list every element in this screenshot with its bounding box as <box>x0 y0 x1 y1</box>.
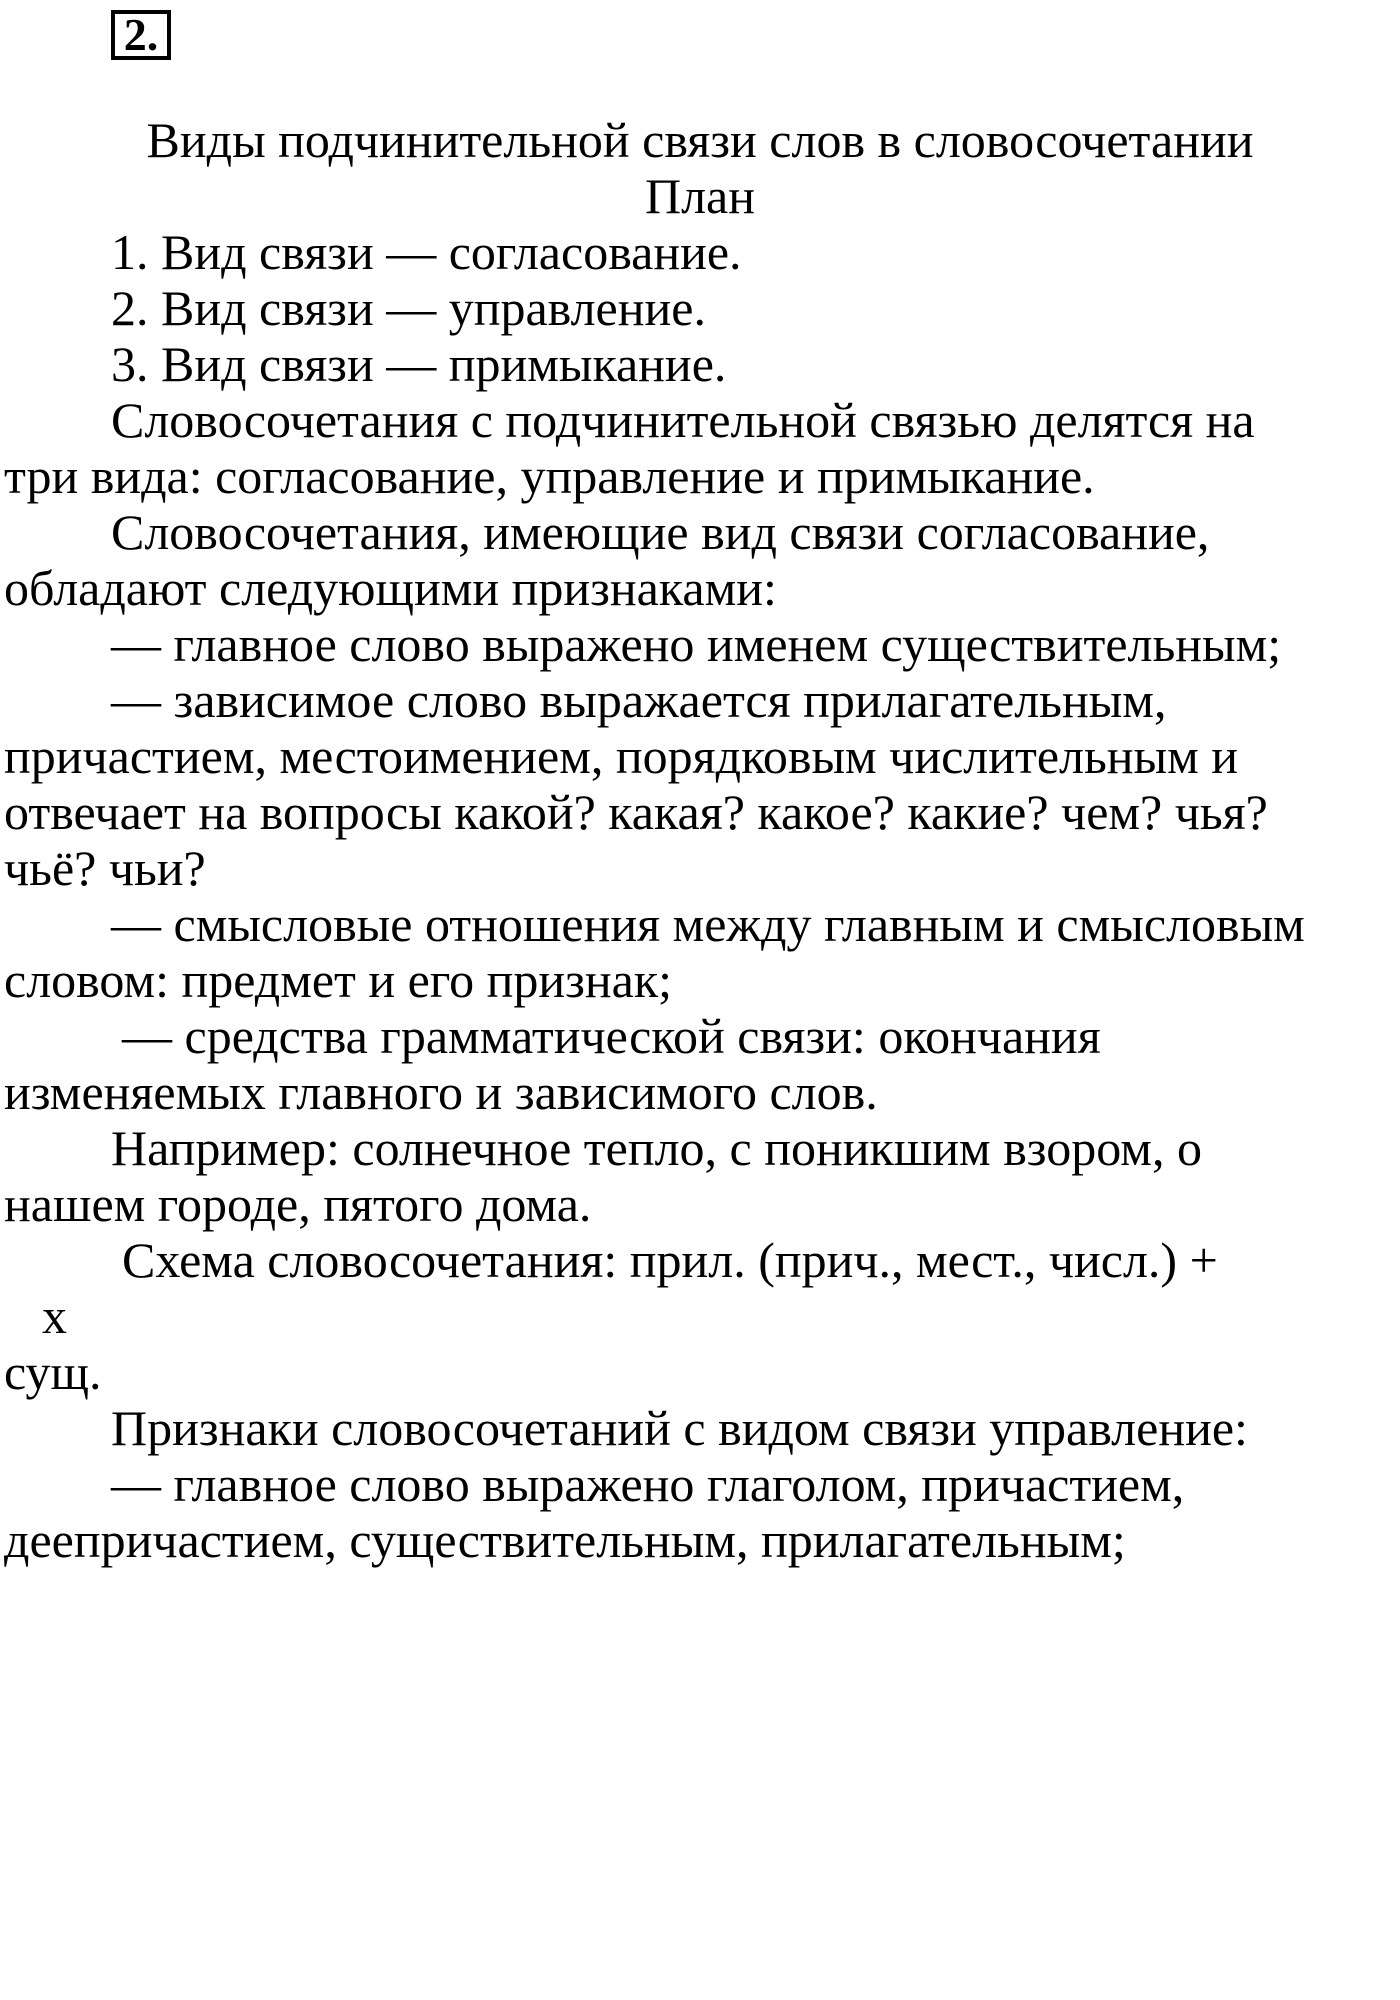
list-item-line: — зависимое слово выражается прилагательным, <box>111 672 1167 728</box>
plan-item: 3. Вид связи — примыкание. <box>111 336 727 392</box>
scheme-marker: x <box>42 1288 67 1344</box>
paragraph-line: Словосочетания, имеющие вид связи согласование, <box>111 504 1210 560</box>
list-item-line: — средства грамматической связи: окончания <box>122 1008 1101 1064</box>
paragraph-line: Словосочетания с подчинительной связью делятся на <box>111 392 1255 448</box>
scheme-line: Схема словосочетания: прил. (прич., мест., числ.) + <box>122 1232 1218 1288</box>
plan-heading: План <box>644 168 755 224</box>
document-title: Виды подчинительной связи слов в словосочетании <box>146 112 1254 168</box>
paragraph-line: Признаки словосочетаний с видом связи управление: <box>111 1400 1248 1456</box>
scheme-line: сущ. <box>4 1344 102 1400</box>
paragraph-line: чьё? чьи? <box>4 840 206 896</box>
list-item-line: — главное слово выражено именем существительным; <box>111 616 1282 672</box>
plan-item: 1. Вид связи — согласование. <box>111 224 742 280</box>
paragraph-line: причастием, местоимением, порядковым числительным и <box>4 728 1239 784</box>
paragraph-line: обладают следующими признаками: <box>4 560 777 616</box>
paragraph-line: словом: предмет и его признак; <box>4 952 673 1008</box>
list-item-line: — смысловые отношения между главным и смысловым <box>111 896 1305 952</box>
paragraph-line: отвечает на вопросы какой? какая? какое? какие? чем? чья? <box>4 784 1268 840</box>
exercise-number-box: 2. <box>111 10 171 60</box>
example-line: Например: солнечное тепло, с поникшим взором, о <box>111 1120 1202 1176</box>
plan-item: 2. Вид связи — управление. <box>111 280 706 336</box>
paragraph-line: деепричастием, существительным, прилагательным; <box>4 1512 1126 1568</box>
list-item-line: — главное слово выражено глаголом, причастием, <box>111 1456 1185 1512</box>
example-line: нашем городе, пятого дома. <box>4 1176 592 1232</box>
paragraph-line: три вида: согласование, управление и примыкание. <box>4 448 1095 504</box>
paragraph-line: изменяемых главного и зависимого слов. <box>4 1064 878 1120</box>
